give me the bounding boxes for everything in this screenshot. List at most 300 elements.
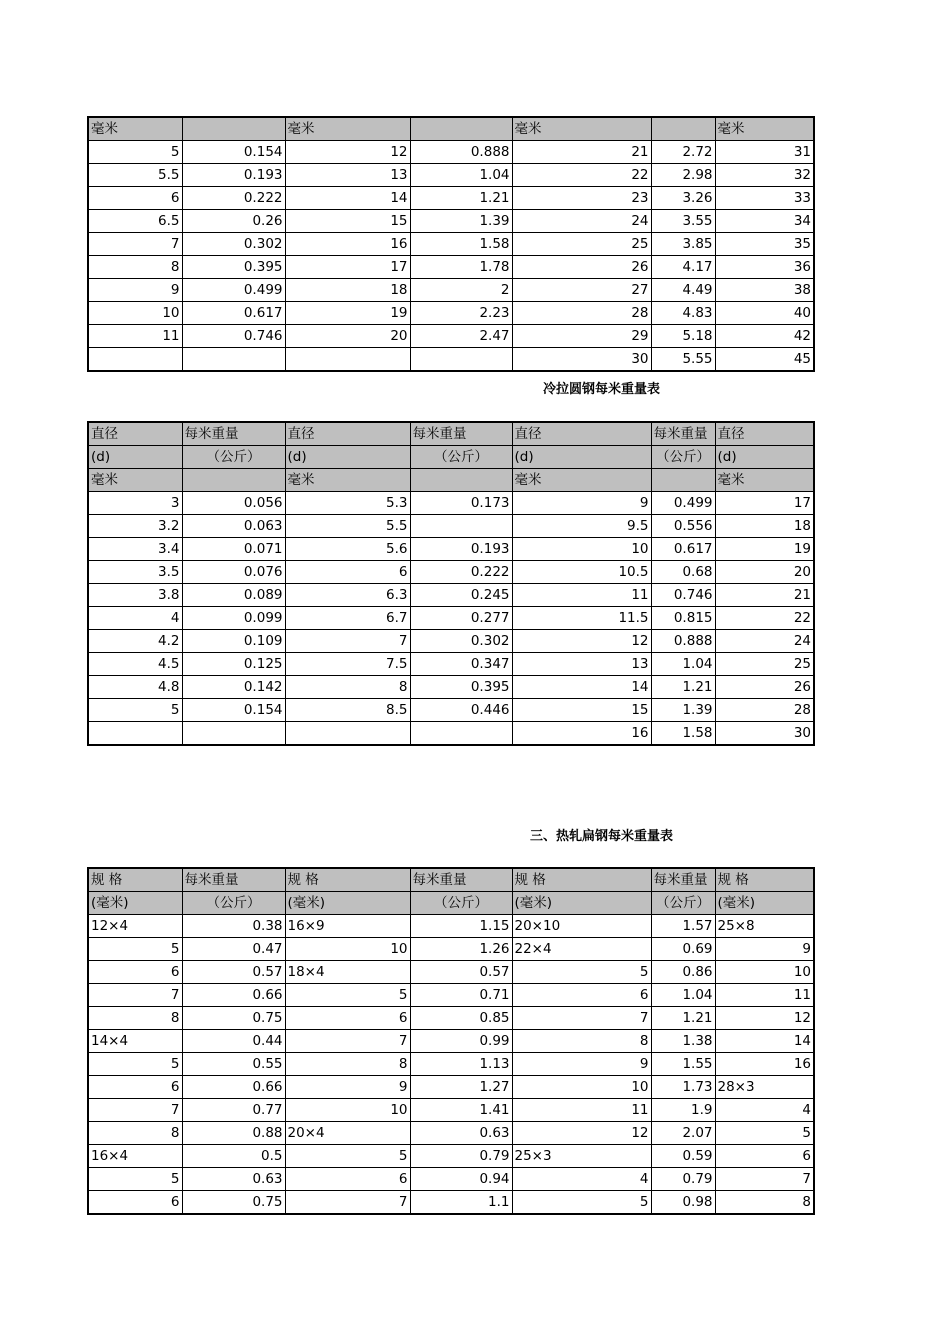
- header-row-cell: [651, 469, 715, 492]
- table-row-cell: 1.04: [410, 164, 512, 187]
- table-row-cell: 0.499: [182, 279, 285, 302]
- table-row: [88, 653, 814, 676]
- table-row-cell: 11: [512, 584, 651, 607]
- table-row-cell: 1.55: [651, 1053, 715, 1076]
- table-row-cell: 0.395: [410, 676, 512, 699]
- table-row-cell: 0.75: [182, 1191, 285, 1215]
- table-row-cell: 0.888: [651, 630, 715, 653]
- table-row-cell: 1.27: [410, 1076, 512, 1099]
- table-row-cell: 5.55: [651, 348, 715, 372]
- table-row: [88, 984, 814, 1007]
- table-row-cell: 8: [88, 1007, 182, 1030]
- header-row: [88, 892, 814, 915]
- table-row-cell: 9: [285, 1076, 410, 1099]
- table-row-cell: 35: [715, 233, 814, 256]
- table-row-cell: 6: [285, 1007, 410, 1030]
- table-row-cell: 18×4: [285, 961, 410, 984]
- table-row-cell: 6: [88, 961, 182, 984]
- table-row-cell: 1.73: [651, 1076, 715, 1099]
- table-row: [88, 676, 814, 699]
- header-row-cell: [410, 117, 512, 141]
- header-row-cell: (毫米): [88, 892, 182, 915]
- table-row-cell: 11: [715, 984, 814, 1007]
- table-row-cell: 3.26: [651, 187, 715, 210]
- table-row-cell: 8: [715, 1191, 814, 1215]
- table-row-cell: 5.3: [285, 492, 410, 515]
- table-row-cell: 0.056: [182, 492, 285, 515]
- table-row-cell: 9: [512, 1053, 651, 1076]
- header-row-cell: 毫米: [88, 469, 182, 492]
- table-row-cell: 0.302: [410, 630, 512, 653]
- table-row-cell: 21: [512, 141, 651, 164]
- table-row-cell: 1.21: [651, 676, 715, 699]
- table-row-cell: 0.099: [182, 607, 285, 630]
- table-row-cell: 6: [88, 1076, 182, 1099]
- table-row: [88, 538, 814, 561]
- table-row-cell: 22: [715, 607, 814, 630]
- table-row-cell: 1.15: [410, 915, 512, 938]
- table-row-cell: 0.222: [410, 561, 512, 584]
- table-row-cell: 0.154: [182, 141, 285, 164]
- table-row-cell: 12×4: [88, 915, 182, 938]
- table-row-cell: 28: [512, 302, 651, 325]
- table-row-cell: [410, 348, 512, 372]
- table-row-cell: 10: [715, 961, 814, 984]
- table-row-cell: 7: [715, 1168, 814, 1191]
- table-row: [88, 1168, 814, 1191]
- header-row: [88, 868, 814, 892]
- table-row-cell: 2.47: [410, 325, 512, 348]
- table-row-cell: 1.41: [410, 1099, 512, 1122]
- table-row-cell: 26: [512, 256, 651, 279]
- table-row-cell: 27: [512, 279, 651, 302]
- header-row-cell: （公斤）: [410, 446, 512, 469]
- table-row-cell: 0.94: [410, 1168, 512, 1191]
- table-row: [88, 961, 814, 984]
- table-row-cell: 24: [715, 630, 814, 653]
- table-row: [88, 938, 814, 961]
- table-row-cell: 4: [512, 1168, 651, 1191]
- table-row-cell: 12: [512, 630, 651, 653]
- table-row-cell: [410, 515, 512, 538]
- table-row-cell: 16×4: [88, 1145, 182, 1168]
- table-row: [88, 210, 814, 233]
- table-row-cell: 11: [512, 1099, 651, 1122]
- table-row-cell: [182, 348, 285, 372]
- table-row-cell: 1.13: [410, 1053, 512, 1076]
- table-row-cell: 6.3: [285, 584, 410, 607]
- header-row-cell: [182, 469, 285, 492]
- table-row-cell: 25: [715, 653, 814, 676]
- table-row: [88, 1099, 814, 1122]
- table-row: [88, 584, 814, 607]
- table-row-cell: 0.55: [182, 1053, 285, 1076]
- table-row: [88, 561, 814, 584]
- table-row-cell: 4.49: [651, 279, 715, 302]
- table-row-cell: 6: [285, 1168, 410, 1191]
- table-row-cell: 2.07: [651, 1122, 715, 1145]
- table-row-cell: 3.85: [651, 233, 715, 256]
- table-row-cell: 0.38: [182, 915, 285, 938]
- cold-drawn-round-steel-table: [87, 421, 815, 746]
- table-row-cell: 0.063: [182, 515, 285, 538]
- table-row-cell: 0.66: [182, 1076, 285, 1099]
- table-row-cell: 28: [715, 699, 814, 722]
- table-row-cell: 10.5: [512, 561, 651, 584]
- table-row-cell: 22: [512, 164, 651, 187]
- table-row-cell: 5: [285, 1145, 410, 1168]
- table-row: [88, 1191, 814, 1215]
- table-row-cell: 7: [88, 984, 182, 1007]
- header-row-cell: 每米重量: [410, 422, 512, 446]
- table-row-cell: 10: [285, 1099, 410, 1122]
- table-row-cell: 16×9: [285, 915, 410, 938]
- table-row-cell: 7.5: [285, 653, 410, 676]
- table-row-cell: 7: [285, 1030, 410, 1053]
- header-row-cell: (毫米): [512, 892, 651, 915]
- table-row-cell: 0.26: [182, 210, 285, 233]
- header-row-cell: （公斤）: [182, 446, 285, 469]
- table-row-cell: 22×4: [512, 938, 651, 961]
- table-row-cell: 0.77: [182, 1099, 285, 1122]
- table-row-cell: 2: [410, 279, 512, 302]
- table-row-cell: 16: [285, 233, 410, 256]
- table-row-cell: 3.2: [88, 515, 182, 538]
- table-row-cell: 14: [285, 187, 410, 210]
- header-row-cell: 毫米: [715, 117, 814, 141]
- table-row-cell: 7: [285, 1191, 410, 1215]
- table-row: [88, 515, 814, 538]
- header-row-cell: 毫米: [512, 469, 651, 492]
- table-row-cell: 31: [715, 141, 814, 164]
- table-row-cell: 11.5: [512, 607, 651, 630]
- table-row-cell: 5.5: [88, 164, 182, 187]
- table-row-cell: 24: [512, 210, 651, 233]
- table-row-cell: 0.86: [651, 961, 715, 984]
- table-row-cell: 30: [512, 348, 651, 372]
- table-row-cell: 5: [512, 1191, 651, 1215]
- table-row-cell: 23: [512, 187, 651, 210]
- table-row-cell: 0.79: [410, 1145, 512, 1168]
- table-row-cell: 0.071: [182, 538, 285, 561]
- table-row-cell: 3.8: [88, 584, 182, 607]
- table-row-cell: [182, 722, 285, 746]
- table-row-cell: 0.99: [410, 1030, 512, 1053]
- table-row-cell: 5.18: [651, 325, 715, 348]
- table-row-cell: 0.88: [182, 1122, 285, 1145]
- table-row-cell: 11: [88, 325, 182, 348]
- table-row: [88, 256, 814, 279]
- table-row: [88, 1145, 814, 1168]
- table-row-cell: 0.154: [182, 699, 285, 722]
- table-row: [88, 1007, 814, 1030]
- table-row-cell: 2.72: [651, 141, 715, 164]
- table-row-cell: 16: [715, 1053, 814, 1076]
- table-row-cell: 10: [512, 538, 651, 561]
- table-row-cell: 0.47: [182, 938, 285, 961]
- table-row-cell: 29: [512, 325, 651, 348]
- table-row-cell: 5: [715, 1122, 814, 1145]
- table-row-cell: 0.446: [410, 699, 512, 722]
- table-row: [88, 607, 814, 630]
- table-row: [88, 187, 814, 210]
- table-row: [88, 492, 814, 515]
- table-row-cell: 5: [285, 984, 410, 1007]
- table-row-cell: 4.17: [651, 256, 715, 279]
- steel-weight-table-1: [87, 116, 815, 372]
- table-row-cell: 8: [285, 1053, 410, 1076]
- header-row-cell: 规 格: [715, 868, 814, 892]
- table-row: [88, 1030, 814, 1053]
- header-row-cell: 毫米: [285, 117, 410, 141]
- table-row-cell: 32: [715, 164, 814, 187]
- table-row-cell: 6: [88, 1191, 182, 1215]
- header-row-cell: 规 格: [512, 868, 651, 892]
- header-row-cell: (d): [285, 446, 410, 469]
- table-row-cell: 1.21: [410, 187, 512, 210]
- table-row-cell: 20×10: [512, 915, 651, 938]
- table-row-cell: 42: [715, 325, 814, 348]
- header-row-cell: 直径: [512, 422, 651, 446]
- table-row: [88, 1122, 814, 1145]
- table-row-cell: 0.68: [651, 561, 715, 584]
- table-row-cell: [410, 722, 512, 746]
- table-row-cell: 16: [512, 722, 651, 746]
- table-row-cell: 5: [88, 1053, 182, 1076]
- table-row-cell: 0.98: [651, 1191, 715, 1215]
- table-row-cell: 4.83: [651, 302, 715, 325]
- header-row-cell: [410, 469, 512, 492]
- table-row-cell: 5.5: [285, 515, 410, 538]
- table-row-cell: 28×3: [715, 1076, 814, 1099]
- table-row-cell: [88, 722, 182, 746]
- table-row-cell: 5: [88, 699, 182, 722]
- table-row-cell: 21: [715, 584, 814, 607]
- table-row-cell: 1.26: [410, 938, 512, 961]
- table-row-cell: 0.142: [182, 676, 285, 699]
- table-row-cell: 0.076: [182, 561, 285, 584]
- table-row-cell: 7: [285, 630, 410, 653]
- table-row-cell: 1.58: [651, 722, 715, 746]
- table-row-cell: 4: [715, 1099, 814, 1122]
- table-row-cell: 0.556: [651, 515, 715, 538]
- table-row: [88, 164, 814, 187]
- table-row-cell: 0.79: [651, 1168, 715, 1191]
- table-row-cell: 1.04: [651, 984, 715, 1007]
- table-row-cell: 12: [715, 1007, 814, 1030]
- table-row: [88, 302, 814, 325]
- table-row-cell: 25×3: [512, 1145, 651, 1168]
- table-row-cell: 7: [88, 1099, 182, 1122]
- header-row-cell: 每米重量: [410, 868, 512, 892]
- header-row-cell: (d): [88, 446, 182, 469]
- table-row-cell: 4.8: [88, 676, 182, 699]
- table-row-cell: 20: [285, 325, 410, 348]
- table-row-cell: 0.815: [651, 607, 715, 630]
- table-row: [88, 722, 814, 746]
- table-row-cell: 1.57: [651, 915, 715, 938]
- table-row-cell: 7: [512, 1007, 651, 1030]
- table-row-cell: 0.347: [410, 653, 512, 676]
- table-row-cell: 13: [285, 164, 410, 187]
- table-row-cell: 1.1: [410, 1191, 512, 1215]
- header-row-cell: 每米重量: [651, 422, 715, 446]
- table-row-cell: 5: [512, 961, 651, 984]
- table-row-cell: 6.7: [285, 607, 410, 630]
- table-row-cell: 0.193: [410, 538, 512, 561]
- table-row-cell: 0.222: [182, 187, 285, 210]
- table-row-cell: 8.5: [285, 699, 410, 722]
- table-row-cell: 0.57: [182, 961, 285, 984]
- table-row-cell: 36: [715, 256, 814, 279]
- header-row-cell: [182, 117, 285, 141]
- table-row-cell: 10: [88, 302, 182, 325]
- table-row-cell: 0.888: [410, 141, 512, 164]
- header-row-cell: [651, 117, 715, 141]
- header-row-cell: (毫米): [715, 892, 814, 915]
- table-row-cell: 3.55: [651, 210, 715, 233]
- table-row-cell: 14: [512, 676, 651, 699]
- table-row-cell: 5.6: [285, 538, 410, 561]
- table-row-cell: 18: [285, 279, 410, 302]
- table-row-cell: 0.57: [410, 961, 512, 984]
- table-row-cell: 1.38: [651, 1030, 715, 1053]
- table-row-cell: 10: [285, 938, 410, 961]
- table-row-cell: 3.5: [88, 561, 182, 584]
- table-row-cell: 7: [88, 233, 182, 256]
- table-row-cell: 0.746: [651, 584, 715, 607]
- table-row-cell: 25: [512, 233, 651, 256]
- table-row-cell: 3.4: [88, 538, 182, 561]
- table-row-cell: 9.5: [512, 515, 651, 538]
- table-row: [88, 141, 814, 164]
- table-row-cell: 0.69: [651, 938, 715, 961]
- header-row-cell: (毫米): [285, 892, 410, 915]
- table-row-cell: 0.66: [182, 984, 285, 1007]
- table-row-cell: 9: [715, 938, 814, 961]
- table-row-cell: 0.75: [182, 1007, 285, 1030]
- table-row-cell: 0.617: [651, 538, 715, 561]
- table-row-cell: 1.9: [651, 1099, 715, 1122]
- header-row-cell: （公斤）: [651, 446, 715, 469]
- table-row-cell: 25×8: [715, 915, 814, 938]
- table-row-cell: 0.499: [651, 492, 715, 515]
- table-row-cell: 0.59: [651, 1145, 715, 1168]
- table-row-cell: [285, 722, 410, 746]
- table-row-cell: 2.98: [651, 164, 715, 187]
- table-row: [88, 699, 814, 722]
- table-row-cell: 0.173: [410, 492, 512, 515]
- header-row-cell: （公斤）: [182, 892, 285, 915]
- header-row: [88, 469, 814, 492]
- table-row-cell: 6: [285, 561, 410, 584]
- hot-rolled-flat-steel-title: 三、热轧扁钢每米重量表: [530, 829, 674, 844]
- header-row-cell: 毫米: [88, 117, 182, 141]
- header-row-cell: （公斤）: [651, 892, 715, 915]
- table-row-cell: 40: [715, 302, 814, 325]
- table-row-cell: 0.85: [410, 1007, 512, 1030]
- table-row-cell: 0.125: [182, 653, 285, 676]
- table-row-cell: 0.302: [182, 233, 285, 256]
- table-row-cell: 26: [715, 676, 814, 699]
- header-row: [88, 117, 814, 141]
- table-row-cell: 6: [88, 187, 182, 210]
- table-row-cell: 6: [512, 984, 651, 1007]
- table-row-cell: 0.109: [182, 630, 285, 653]
- table-row-cell: 5: [88, 141, 182, 164]
- header-row-cell: (d): [512, 446, 651, 469]
- table-row-cell: 19: [285, 302, 410, 325]
- table-row-cell: 15: [285, 210, 410, 233]
- table-row-cell: 0.277: [410, 607, 512, 630]
- table-row-cell: 8: [88, 256, 182, 279]
- table-row: [88, 1076, 814, 1099]
- table-row-cell: 0.193: [182, 164, 285, 187]
- table-row: [88, 915, 814, 938]
- table-row-cell: 8: [88, 1122, 182, 1145]
- header-row-cell: 直径: [285, 422, 410, 446]
- table-row-cell: 5: [88, 938, 182, 961]
- table-row-cell: 12: [512, 1122, 651, 1145]
- table-row-cell: 17: [285, 256, 410, 279]
- header-row-cell: 直径: [715, 422, 814, 446]
- table-row-cell: 1.21: [651, 1007, 715, 1030]
- table-row-cell: 0.63: [182, 1168, 285, 1191]
- header-row-cell: 规 格: [285, 868, 410, 892]
- table-row-cell: 33: [715, 187, 814, 210]
- table-row-cell: 20×4: [285, 1122, 410, 1145]
- table-row-cell: 2.23: [410, 302, 512, 325]
- table-row-cell: [88, 348, 182, 372]
- table-row-cell: 6.5: [88, 210, 182, 233]
- table-row-cell: 14: [715, 1030, 814, 1053]
- table-row-cell: 9: [512, 492, 651, 515]
- header-row-cell: (d): [715, 446, 814, 469]
- header-row: [88, 446, 814, 469]
- header-row-cell: （公斤）: [410, 892, 512, 915]
- header-row-cell: 规 格: [88, 868, 182, 892]
- table-row: [88, 233, 814, 256]
- cold-drawn-round-steel-title: 冷拉圆钢每米重量表: [543, 382, 661, 397]
- table-row-cell: 19: [715, 538, 814, 561]
- table-row: [88, 325, 814, 348]
- table-row-cell: [285, 348, 410, 372]
- table-row-cell: 30: [715, 722, 814, 746]
- header-row-cell: 毫米: [715, 469, 814, 492]
- table-row-cell: 18: [715, 515, 814, 538]
- table-row-cell: 0.746: [182, 325, 285, 348]
- hot-rolled-flat-steel-table: [87, 867, 815, 1215]
- table-row-cell: 0.395: [182, 256, 285, 279]
- table-row-cell: 1.78: [410, 256, 512, 279]
- table-row-cell: 45: [715, 348, 814, 372]
- table-row-cell: 0.44: [182, 1030, 285, 1053]
- table-row-cell: 0.089: [182, 584, 285, 607]
- table-row-cell: 4.5: [88, 653, 182, 676]
- header-row-cell: 毫米: [285, 469, 410, 492]
- table-row-cell: 6: [715, 1145, 814, 1168]
- table-row-cell: 13: [512, 653, 651, 676]
- table-row-cell: 10: [512, 1076, 651, 1099]
- table-row-cell: 9: [88, 279, 182, 302]
- table-row-cell: 8: [285, 676, 410, 699]
- table-row-cell: 1.58: [410, 233, 512, 256]
- header-row-cell: 每米重量: [182, 868, 285, 892]
- table-row-cell: 0.63: [410, 1122, 512, 1145]
- table-row-cell: 1.39: [651, 699, 715, 722]
- table-row: [88, 1053, 814, 1076]
- table-row-cell: 4.2: [88, 630, 182, 653]
